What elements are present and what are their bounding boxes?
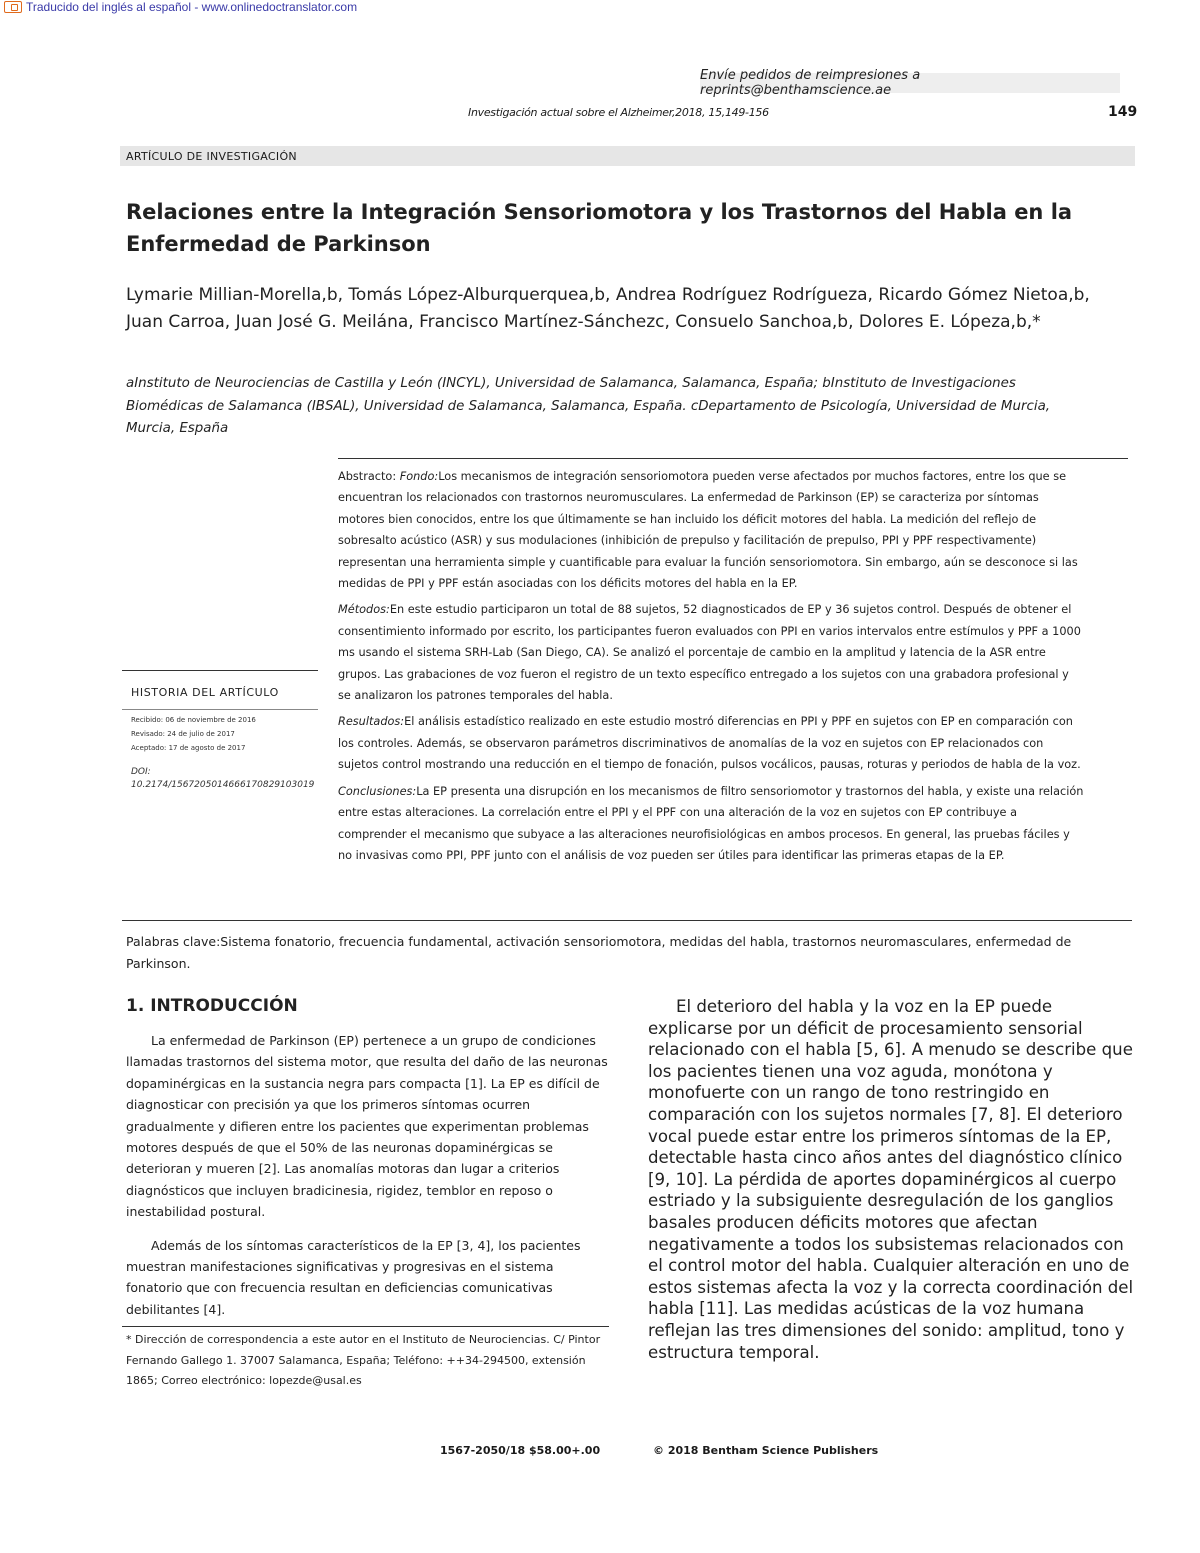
intro-paragraph-2: Además de los síntomas característicos de la EP [3, 4], los pacientes muestran manifestaciones significativas y progresivas en el sistema fonatorio que con frecuencia resultan en deficiencias comunicativas debilitantes [4]. xyxy=(126,1237,581,1317)
section-label: ARTÍCULO DE INVESTIGACIÓN xyxy=(126,149,297,163)
doi-block xyxy=(131,766,321,792)
keywords-text: Sistema fonatorio, frecuencia fundamental, activación sensoriomotora, medidas del habla, trastornos neuromasculares, enfermedad de Parkinson. xyxy=(126,934,1072,971)
accepted-date: Aceptado: 17 de agosto de 2017 xyxy=(131,744,246,752)
keywords xyxy=(126,931,1116,975)
article-history-title: HISTORIA DEL ARTÍCULO xyxy=(131,686,279,699)
methods-text: En este estudio participaron un total de 88 sujetos, 52 diagnosticados de EP y 36 sujetos control. Después de obtener el consentimiento informado por escrito, los participantes fueron evaluados con PPI en varios intervalos entre estímulos y PPF a 1000 ms usando el sistema SRH-Lab (San Diego, CA). Se analizó el porcentaje de cambio en la amplitud y latencia de la ASR entre grupos. Las grabaciones de voz fueron el registro de un texto específico entregado a los sujetos con una grabadora profesional y se analizaron los patrones temporales del habla. xyxy=(338,603,1081,703)
keywords-top-rule xyxy=(122,920,1132,921)
conclusions-label: Conclusiones: xyxy=(338,784,417,798)
history-mid-rule xyxy=(122,709,318,710)
history-top-rule xyxy=(122,670,318,671)
revised-date: Revisado: 24 de julio de 2017 xyxy=(131,730,235,738)
translate-icon xyxy=(4,1,22,13)
page-number: 149 xyxy=(1108,104,1138,120)
background-label: Fondo: xyxy=(399,470,439,483)
intro-paragraph-3: El deterioro del habla y la voz en la EP puede explicarse por un déficit de procesamiento sensorial relacionado con el habla [5, 6]. A menudo se describe que los pacientes tienen una voz aguda, monótona y monofuerte con un rango de tono restringido en comparación con los sujetos normales [7, 8]. El deterioro vocal puede estar entre los primeros síntomas de la EP, detectable hasta cinco años antes del diagnóstico clínico [9, 10]. La pérdida de aportes dopaminérgicos al cuerpo estriado y la subsiguiente desregulación de los ganglios basales producen déficits motores que afectan negativamente a todos los subsistemas relacionados con el control motor del habla. Cualquier alteración en uno de estos sistemas afecta la voz y la correcta coordinación del habla [11]. Las medidas acústicas de la voz humana reflejan las tres dimensiones del sonido: amplitud, tono y estructura temporal. xyxy=(648,997,1134,1362)
intro-right-column xyxy=(648,996,1138,1363)
abstract-results xyxy=(338,711,1084,775)
author-list: Lymarie Millian-Morella,b, Tomás López-Alburquerquea,b, Andrea Rodríguez Rodrígueza, Ricardo Gómez Nietoa,b, Juan Carroa, Juan José G. Meilána, Francisco Martínez-Sánchezc, Consuelo Sanchoa,b, Dolores E. Lópeza,b,* xyxy=(126,285,1090,332)
background-text: Los mecanismos de integración sensoriomotora pueden verse afectados por muchos factores, entre los que se encuentran los relacionados con trastornos neuromusculares. La enfermedad de Parkinson (EP) se caracteriza por síntomas motores bien conocidos, entre los que últimamente se han incluido los déficit motores del habla. La medición del reflejo de sobresalto acústico (ASR) y sus modulaciones (inhibición de prepulso y facilitación de prepulso, PPI y PPF respectivamente) representan una herramienta simple y cuantificable para evaluar la función sensoriomotora. Sin embargo, aún se desconoce si las medidas de PPI y PPF están asociadas con los déficits motores del habla en la EP. xyxy=(338,470,1078,591)
results-text: El análisis estadístico realizado en este estudio mostró diferencias en PPI y PPF en sujetos con EP en comparación con los controles. Además, se observaron parámetros discriminativos de anomalías de la voz en sujetos con EP relacionados con sujetos control mostrando una reducción en el tiempo de fonación, pulsos vocálicos, pausas, roturas y periodos de habla de la voz. xyxy=(338,715,1081,772)
copyright: © 2018 Bentham Science Publishers xyxy=(653,1444,879,1457)
translator-badge[interactable] xyxy=(4,0,357,14)
intro-paragraph-1: La enfermedad de Parkinson (EP) pertenece a un grupo de condiciones llamadas trastornos del sistema motor, que resulta del daño de las neuronas dopaminérgicas en la sustancia negra pars compacta [1]. La EP es difícil de diagnosticar con precisión ya que los primeros síntomas ocurren gradualmente y difieren entre los pacientes que experimentan problemas motores después de que el 50% de las neuronas dopaminérgicas se deterioran y mueren [2]. Las anomalías motoras dan lugar a criterios diagnósticos que incluyen bradicinesia, rigidez, temblor en reposo o inestabilidad postural. xyxy=(126,1033,608,1220)
translator-badge-text: Traducido del inglés al español - www.onlinedoctranslator.com xyxy=(26,0,358,14)
conclusions-text: La EP presenta una disrupción en los mecanismos de filtro sensoriomotor y trastornos del habla, y existe una relación entre estas alteraciones. La correlación entre el PPI y el PPF con una alteración de la voz en sujetos con EP contribuye a comprender el mecanismo que subyace a las alteraciones neurofisiológicas en ambos procesos. En general, las pruebas fáciles y no invasivas como PPI, PPF junto con el análisis de voz pueden ser útiles para identificar las primeras etapas de la EP. xyxy=(338,784,1084,862)
abstract xyxy=(338,466,1084,871)
abstract-label: Abstracto: xyxy=(338,470,397,483)
reprint-notice: Envíe pedidos de reimpresiones a reprints@benthamscience.ae xyxy=(700,73,1120,93)
doi-link[interactable]: 10.2174/1567205014666170829103019 xyxy=(131,780,315,790)
abstract-methods xyxy=(338,599,1084,706)
keywords-label: Palabras clave: xyxy=(126,934,221,949)
results-label: Resultados: xyxy=(338,715,405,729)
correspondence-footnote: * Dirección de correspondencia a este autor en el Instituto de Neurociencias. C/ Pintor Fernando Gallego 1. 37007 Salamanca, España; Teléfono: ++34-294500, extensión 1865; Correo electrónico: lopezde@usal.es xyxy=(126,1333,601,1388)
intro-left-column xyxy=(126,1030,613,1332)
abstract-conclusions xyxy=(338,781,1084,867)
issn-price: 1567-2050/18 $58.00+.00 xyxy=(440,1444,601,1457)
doi-label: DOI: xyxy=(131,767,151,777)
methods-label: Métodos: xyxy=(338,603,390,617)
received-date: Recibido: 06 de noviembre de 2016 xyxy=(131,716,256,724)
footnote-rule xyxy=(122,1326,609,1327)
abstract-top-rule xyxy=(338,458,1128,459)
abstract-background xyxy=(338,466,1084,594)
article-title: Relaciones entre la Integración Sensoriomotora y los Trastornos del Habla en la Enfermedad de Parkinson xyxy=(126,200,1073,256)
section-heading: 1. INTRODUCCIÓN xyxy=(126,996,298,1016)
section-label-bar xyxy=(120,146,1135,166)
affiliations: aInstituto de Neurociencias de Castilla y León (INCYL), Universidad de Salamanca, Salamanca, España; bInstituto de Investigaciones Biomédicas de Salamanca (IBSAL), Universidad de Salamanca, Salamanca, España. cDepartamento de Psicología, Universidad de Murcia, Murcia, España xyxy=(126,376,1051,436)
journal-citation: Investigación actual sobre el Alzheimer,2018, 15,149-156 xyxy=(468,106,769,119)
